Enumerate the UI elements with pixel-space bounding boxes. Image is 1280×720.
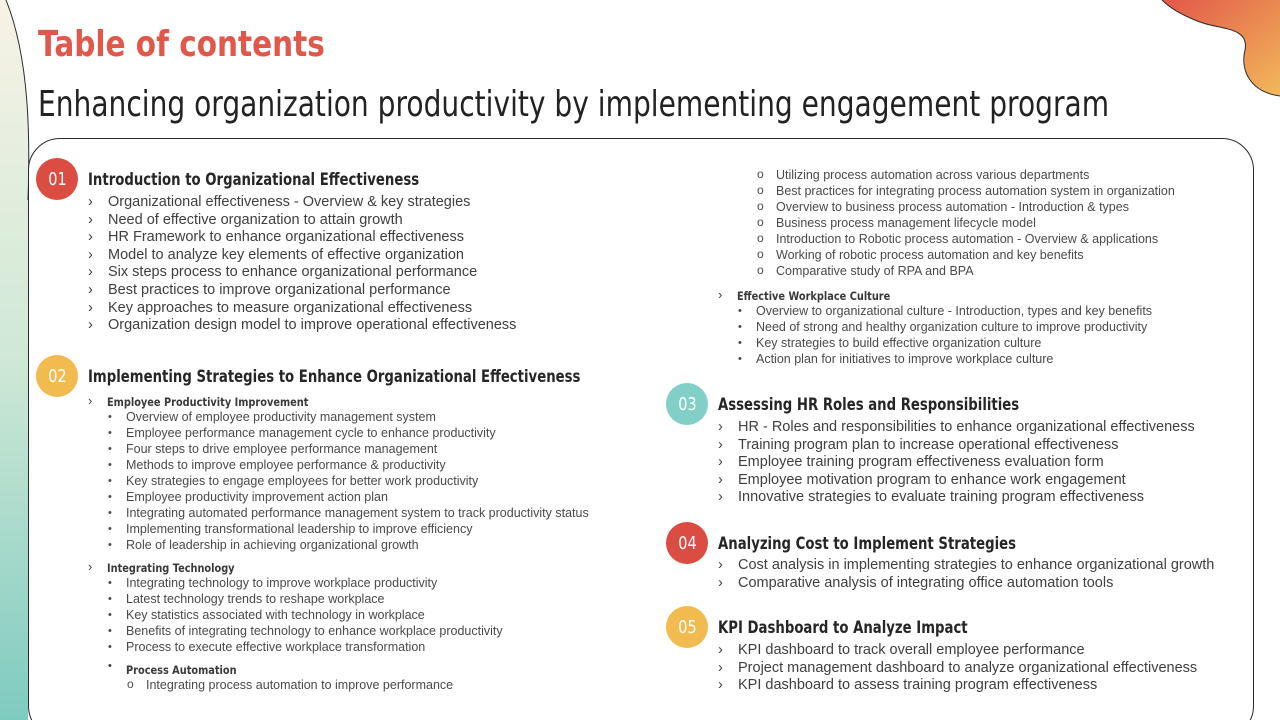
list-item: • Overview of employee productivity management system	[106, 409, 589, 425]
list-item: › Key approaches to measure organizational effectiveness	[88, 300, 516, 318]
list-item: › Best practices to improve organizational performance	[88, 282, 516, 300]
section-04-heading: Analyzing Cost to Implement Strategies	[718, 534, 1017, 554]
list-item: o Working of robotic process automation and key benefits	[756, 247, 1175, 263]
chevron-right-icon: ›	[718, 287, 723, 302]
list-item: • Key strategies to engage employees for better work productivity	[106, 473, 589, 489]
list-item: o Business process management lifecycle model	[756, 215, 1175, 231]
list-item: • Implementing transformational leadership to improve efficiency	[106, 521, 589, 537]
list-item: › Need of effective organization to attain growth	[88, 212, 516, 230]
page-title: Table of contents	[38, 24, 325, 65]
corner-wave-shape	[1162, 0, 1280, 96]
page-subtitle: Enhancing organization productivity by implementing engagement program	[38, 84, 1110, 125]
list-item: • Employee productivity improvement action plan	[106, 489, 589, 505]
chevron-right-icon: ›	[88, 393, 93, 408]
automation-list-part1	[126, 677, 453, 693]
list-item: • Integrating automated performance management system to track productivity status	[106, 505, 589, 521]
automation-list-part2	[756, 167, 1175, 279]
section-03-list	[718, 419, 1195, 507]
list-item: • Four steps to drive employee performance management	[106, 441, 589, 457]
list-item: › Project management dashboard to analyze organizational effectiveness	[718, 660, 1197, 678]
list-item: › Model to analyze key elements of effective organization	[88, 247, 516, 265]
list-item: › Organizational effectiveness - Overview & key strategies	[88, 194, 516, 212]
section-01-heading: Introduction to Organizational Effectiveness	[88, 170, 420, 190]
list-item: • Process to execute effective workplace transformation	[106, 639, 503, 655]
section-01-list	[88, 194, 516, 335]
subsection-technology-heading: Integrating Technology	[107, 561, 235, 575]
bullet-icon: •	[108, 660, 112, 672]
list-item: • Key strategies to build effective organization culture	[736, 335, 1152, 351]
list-item: › Innovative strategies to evaluate training program effectiveness	[718, 489, 1195, 507]
list-item: › Cost analysis in implementing strategies to enhance organizational growth	[718, 557, 1214, 575]
list-item: • Key statistics associated with technology in workplace	[106, 607, 503, 623]
list-item: › Six steps process to enhance organizational performance	[88, 264, 516, 282]
left-wave-shape	[0, 0, 29, 720]
chevron-right-icon: ›	[88, 559, 93, 574]
list-item: • Methods to improve employee performance & productivity	[106, 457, 589, 473]
list-item: • Overview to organizational culture - Introduction, types and key benefits	[736, 303, 1152, 319]
list-item: › KPI dashboard to track overall employee performance	[718, 642, 1197, 660]
section-04-list	[718, 557, 1214, 592]
list-item: o Overview to business process automation - Introduction & types	[756, 199, 1175, 215]
list-item: › Organization design model to improve operational effectiveness	[88, 317, 516, 335]
section-03-badge: 03	[666, 383, 708, 425]
list-item: › KPI dashboard to assess training program effectiveness	[718, 677, 1197, 695]
list-item: › Employee motivation program to enhance work engagement	[718, 472, 1195, 490]
section-03-heading: Assessing HR Roles and Responsibilities	[718, 395, 1020, 415]
list-item: o Best practices for integrating process automation system in organization	[756, 183, 1175, 199]
list-item: • Action plan for initiatives to improve workplace culture	[736, 351, 1152, 367]
section-02-heading: Implementing Strategies to Enhance Organizational Effectiveness	[88, 367, 581, 387]
productivity-list	[106, 409, 589, 553]
list-item: • Employee performance management cycle to enhance productivity	[106, 425, 589, 441]
list-item: • Benefits of integrating technology to enhance workplace productivity	[106, 623, 503, 639]
subsection-automation-heading: Process Automation	[126, 663, 237, 677]
list-item: • Latest technology trends to reshape workplace	[106, 591, 503, 607]
list-item: o Integrating process automation to improve performance	[126, 677, 453, 693]
section-05-list	[718, 642, 1197, 695]
list-item: › Training program plan to increase operational effectiveness	[718, 437, 1195, 455]
section-04-badge: 04	[666, 522, 708, 564]
list-item: › Employee training program effectiveness evaluation form	[718, 454, 1195, 472]
list-item: o Comparative study of RPA and BPA	[756, 263, 1175, 279]
culture-list	[736, 303, 1152, 367]
list-item: o Utilizing process automation across various departments	[756, 167, 1175, 183]
technology-list	[106, 575, 503, 655]
list-item: › HR - Roles and responsibilities to enhance organizational effectiveness	[718, 419, 1195, 437]
list-item: • Role of leadership in achieving organizational growth	[106, 537, 589, 553]
subsection-productivity-heading: Employee Productivity Improvement	[107, 395, 309, 409]
section-01-badge: 01	[36, 158, 78, 200]
section-05-heading: KPI Dashboard to Analyze Impact	[718, 618, 968, 638]
section-05-badge: 05	[666, 606, 708, 648]
list-item: o Introduction to Robotic process automation - Overview & applications	[756, 231, 1175, 247]
section-02-badge: 02	[36, 355, 78, 397]
list-item: › HR Framework to enhance organizational effectiveness	[88, 229, 516, 247]
list-item: › Comparative analysis of integrating office automation tools	[718, 575, 1214, 593]
subsection-culture-heading: Effective Workplace Culture	[737, 289, 891, 303]
list-item: • Integrating technology to improve workplace productivity	[106, 575, 503, 591]
list-item: • Need of strong and healthy organization culture to improve productivity	[736, 319, 1152, 335]
